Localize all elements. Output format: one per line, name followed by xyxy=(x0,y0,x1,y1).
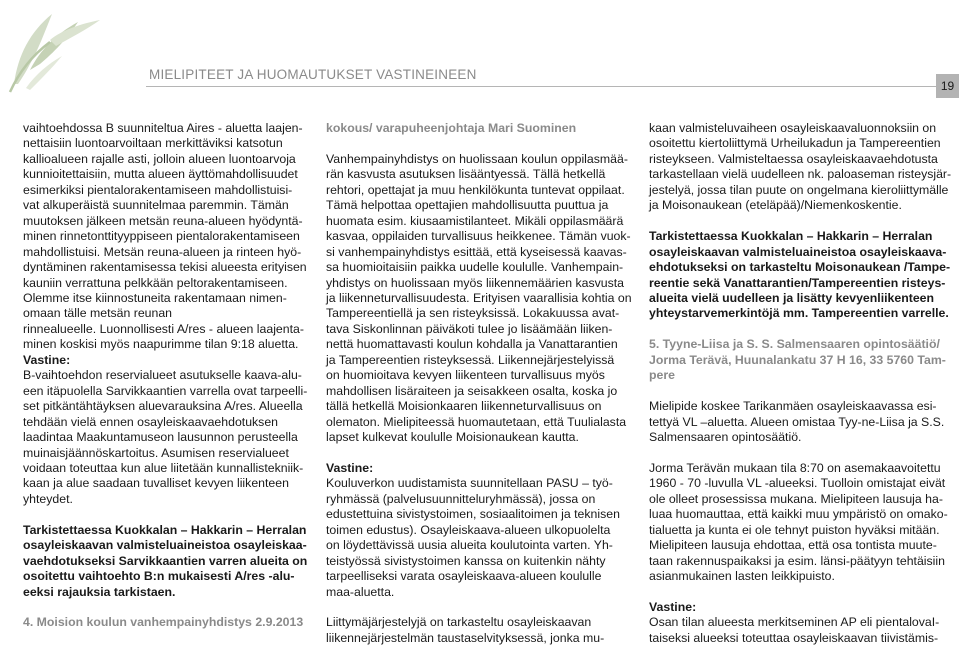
text-line: Liittymäjärjestelyjä on tarkasteltu osayleiskaavan xyxy=(326,615,592,630)
text-line: asianmukainen lasten leikkipuisto. xyxy=(649,569,835,584)
col1-bold-paragraph xyxy=(23,523,309,600)
text-line: 1960 - 70 -luvulla VL -alueeksi. Tuolloin omistajat eivät xyxy=(649,476,946,491)
text-line: osayleiskaavan valmisteluaineistoa osayleiskaa- xyxy=(23,538,307,553)
text-line: kallioalueen rajalle asti, jolloin alueen luontoarvoja xyxy=(23,151,296,166)
text-line: reentie sekä Vanattarantien/Tampereentien risteys- xyxy=(649,275,946,290)
text-line: muutoksen jälkeen metsän reuna-alueen hyödyntä- xyxy=(23,213,303,228)
page-number-badge: 19 xyxy=(936,74,959,98)
text-line: ja liikenneturvallisuudesta. Erityisen vaarallisia kohtia on xyxy=(326,290,632,305)
text-line: yhteystarvemerkintöjä mm. Tampereentien varrelle. xyxy=(649,306,949,321)
text-line: 5. Tyyne-Liisa ja S. S. Salmensaaren opintosäätiö/ xyxy=(649,337,940,352)
section-heading xyxy=(649,337,949,383)
text-line: lapset kulkevat koululle Moisionaukean kautta. xyxy=(326,430,579,445)
col2-paragraph-3 xyxy=(326,615,616,646)
text-line: ryhmässä (palvelusuunnitteluryhmässä), jossa on xyxy=(326,491,596,506)
text-line: yhdistys on huolissaan myös liikennemäärien kasvusta xyxy=(326,275,625,290)
col3-bold-paragraph xyxy=(649,229,949,322)
text-line: nettaisiin luontoarvoiltaan merkittäviksi katsotun xyxy=(23,136,283,151)
text-line: ole olleet prosessissa mukana. Mielipiteen lausuja ha- xyxy=(649,491,943,506)
text-line: Jorma Terävä, Huunalankatu 37 H 16, 33 5760 Tam- xyxy=(649,352,946,367)
text-line: Osan tilan alueesta merkitseminen AP eli pientalovaI- xyxy=(649,615,940,630)
section-heading-continued: kokous/ varapuheenjohtaja Mari Suominen xyxy=(326,121,577,135)
text-line: Mielipide koskee Tarikanmäen osayleiskaavassa esi- xyxy=(649,399,937,414)
text-line: alueita vielä uudelleen ja lisätty kevyenliikenteen xyxy=(649,290,935,305)
column-1 xyxy=(23,121,309,631)
vastine-label: Vastine: xyxy=(649,599,697,614)
text-line: taan rakennuspaikaksi ja esim. länsi-päätyyn tehtäisiin xyxy=(649,553,945,568)
text-line: vaehdotukseksi Sarvikkaantien varren alueita on xyxy=(23,553,308,568)
text-line: tarpeelliseksi varata osayleiskaava-alueen koululle xyxy=(326,569,602,584)
text-line: osoitettu kiertoliittymä Urheilukadun ja Tampereentien xyxy=(649,136,941,151)
col2-paragraph-2 xyxy=(326,476,620,600)
col3-paragraph-1 xyxy=(649,121,952,214)
text-line: rehtori, opettajat ja muu henkilökunta tuntevat oppilaat. xyxy=(326,182,625,197)
text-line: taiseksi alueeksi toteuttaa osayleiskaavan tiivistämis- xyxy=(649,630,939,645)
text-line: tarkastellaan vielä uudelleen nk. paloaseman risteysjär- xyxy=(649,167,952,182)
column-2 xyxy=(326,121,632,646)
vastine-label: Vastine: xyxy=(23,352,71,367)
text-line: ja Moisonaukean (eteläpää)/Niemenkoskentie. xyxy=(649,198,902,213)
text-line: vat alkuperäistä suunnitelmaa paremmin. Tämän xyxy=(23,198,289,213)
text-line: omaan tälle metsän reunan xyxy=(23,306,173,321)
text-line: huomata esim. kiusaamistilanteet. Mikäli oppilasmäärä xyxy=(326,213,624,228)
text-line: olematon. Mielipiteessä huomautetaan, että Tuulialasta xyxy=(326,414,627,429)
text-line: minen koskisi myös naapurimme tilan 9:18 aluetta. xyxy=(23,337,299,352)
text-line: teistyössä sivistystoimen kanssa on kuitenkin nähty xyxy=(326,553,606,568)
text-line: tettyä VL –aluetta. Alueen omistaa Tyy-ne-Liisa ja S.S. xyxy=(649,414,945,429)
text-line: Tarkistettaessa Kuokkalan – Hakkarin – Herralan xyxy=(649,229,933,244)
text-line: Jorma Terävän mukaan tila 8:70 on asemakaavoitettu xyxy=(649,460,941,475)
text-line: een itäpuolella Sarvikkaantien varrella ovat tarpeelli- xyxy=(23,383,308,398)
page-header-title: MIELIPITEET JA HUOMAUTUKSET VASTINEINEEN xyxy=(149,67,477,82)
text-line: muinaisjäännöskartoitus. Asumisen reservialueet xyxy=(23,445,289,460)
text-line: ja Tampereentien risteyksessä. Liikennejärjestelyissä xyxy=(326,352,615,367)
text-line: kaan valmisteluvaiheen osayleiskaavaluonnoksiin on xyxy=(649,121,937,135)
text-line: Salmensaaren opintosäätiö. xyxy=(649,430,802,445)
text-line: Olemme itse kiinnostuneita rakentamaan nimen- xyxy=(23,290,287,305)
leaf-logo-icon xyxy=(0,0,120,95)
text-line: minen rinnetonttityyppiseen pientalorakentamiseen xyxy=(23,229,300,244)
col3-paragraph-2 xyxy=(649,399,949,445)
text-line: kauniin verrattuna pelkkään peltorakentamiseen. xyxy=(23,275,288,290)
text-line: tava Siskonlinnan päiväkoti tulee jo lisäämään liiken- xyxy=(326,321,613,336)
text-line: mahdollistuisi. Metsän reuna-alueen ja rinteen hyö- xyxy=(23,244,302,259)
text-line: rinnealueelle. Luonnollisesti A/res - alueen laajenta- xyxy=(23,321,304,336)
text-line: yhteydet. xyxy=(23,491,73,506)
text-line: Vanhempainyhdistys on huolissaan koulun oppilasmää- xyxy=(326,151,628,166)
text-line: jestelyä, jossa tilan puute on ongelmana kieroliittymälle xyxy=(649,182,949,197)
section-heading: 4. Moision koulun vanhempainyhdistys 2.9.2013 xyxy=(23,615,304,630)
text-line: Tämä helpottaa opettajien mahdollisuutta puuttua ja xyxy=(326,198,609,213)
text-line: si vanhempainyhdistys esittää, että kyseisessä kaavas- xyxy=(326,244,627,259)
text-line: Mielipiteen lausuja ehdottaa, että osa tontista muute- xyxy=(649,538,937,553)
column-3 xyxy=(649,121,952,646)
text-line: vaihtoehdossa B suunniteltua Aires - aluetta laajen- xyxy=(23,121,303,135)
text-line: pere xyxy=(649,368,675,383)
col1-paragraph-1 xyxy=(23,121,309,353)
text-line: mahdollisen lisäraiteen ja seisakkeen osalta, koska jo xyxy=(326,383,618,398)
text-line: esimerkiksi pientalorakentamiseen mahdollistuisi- xyxy=(23,182,293,197)
text-line: sa huomioitaisiin paikka uudelle koululle. Vanhempain- xyxy=(326,260,624,275)
text-line: laadintaa Maakuntamuseon lausunnon perusteella xyxy=(23,430,298,445)
text-line: toimen edustus). Osayleiskaava-alueen ulkopuolelta xyxy=(326,522,611,537)
text-line: set pitkäntähtäyksen aluevarauksina A/res. Alueella xyxy=(23,399,303,414)
text-line: eeksi rajauksia tarkistaen. xyxy=(23,584,176,599)
text-line: kaan ja alue saadaan tuvalliset kevyen liikenteen xyxy=(23,476,289,491)
col1-paragraph-2 xyxy=(23,368,309,507)
text-line: Tampereentiellä ja sen risteyksissä. Lokakuussa avat- xyxy=(326,306,620,321)
text-line: on huomioitava kevyen liikenteen turvallisuus myös xyxy=(326,368,605,383)
text-line: nettä huomattavasti koulun kohdalla ja Vanattarantien xyxy=(326,337,618,352)
text-line: B-vaihtoehdon reservialueet asutukselle kaava-alu- xyxy=(23,368,302,383)
text-line: ehdotukseksi on tarkasteltu Moisonaukean /Tampe- xyxy=(649,260,951,275)
text-line: edustettuina sivistystoimen, sosiaalitoimen ja teknisen xyxy=(326,507,620,522)
text-line: rän kasvusta asutuksen lisääntyessä. Tällä hetkellä xyxy=(326,167,606,182)
text-line: Tarkistettaessa Kuokkalan – Hakkarin – Herralan xyxy=(23,522,307,537)
col3-paragraph-3 xyxy=(649,461,949,585)
text-line: kasvaa, oppilaiden turvallisuus heikkenee. Tämän vuok- xyxy=(326,229,631,244)
header-divider xyxy=(146,86,936,87)
text-line: Kouluverkon uudistamista suunnitellaan PASU – työ- xyxy=(326,476,613,491)
col2-paragraph-1 xyxy=(326,151,632,446)
text-line: kunnioitettaisiin, mutta alueen äyttömahdollisuudet xyxy=(23,167,298,182)
text-line: tällä hetkellä Moisionkaaren liikenneturvallisuus on xyxy=(326,399,602,414)
vastine-label: Vastine: xyxy=(326,460,374,475)
text-line: tialuetta ja kunta ei ole tehnyt puiston hyväksi mitään. xyxy=(649,522,940,537)
text-line: voidaan toteuttaa kun alue liitetään kunnallistekniik- xyxy=(23,460,304,475)
text-line: osayleiskaavan valmisteluaineistoa osayleiskaava- xyxy=(649,244,947,259)
text-line: luaa huomauttaa, että kaikki muu ympäristö on omako- xyxy=(649,507,948,522)
text-line: maa-aluetta. xyxy=(326,584,395,599)
text-line: on löydettävissä uusia alueita koulutointa varten. Yh- xyxy=(326,538,613,553)
text-line: risteykseen. Valmisteltaessa osayleiskaavaehdotusta xyxy=(649,151,938,166)
text-line: liikennejärjestelmän taustaselvityksessä, jonka mu- xyxy=(326,630,605,645)
text-line: tehdään vielä ennen osayleiskaavaehdotuksen xyxy=(23,414,279,429)
text-line: osoitettu vaihtoehto B:n mukaisesti A/res -alu- xyxy=(23,569,295,584)
col3-paragraph-4 xyxy=(649,615,949,646)
text-line: dyntäminen rakentamisessa tekisi alueesta erityisen xyxy=(23,260,307,275)
